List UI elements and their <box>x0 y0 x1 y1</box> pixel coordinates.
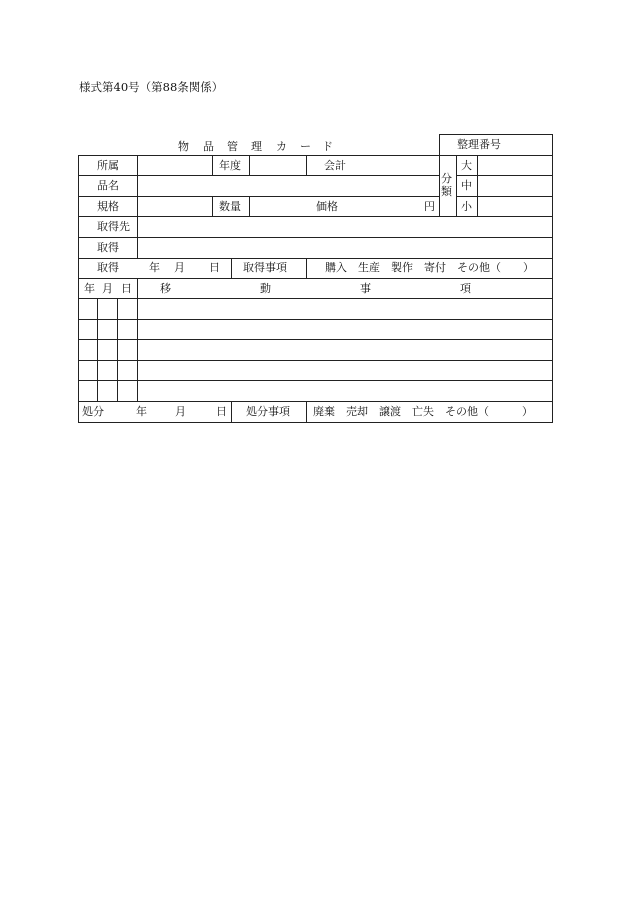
shobun-hi: 日 <box>216 405 227 418</box>
shutoku-options: 購入 生産 製作 寄付 その他（ ） <box>325 261 534 274</box>
bunrui-label-1: 分 <box>441 172 452 185</box>
nendo-label: 年度 <box>219 159 241 172</box>
grid-line <box>78 155 79 422</box>
shutoku-hi: 日 <box>209 261 220 274</box>
grid-line <box>477 155 478 216</box>
kaikei-label: 会計 <box>324 159 346 172</box>
grid-line <box>456 196 552 197</box>
bunrui-dai: 大 <box>461 159 472 172</box>
card-title-char: 管 <box>227 140 238 153</box>
shobun-nen: 年 <box>136 405 147 418</box>
seiri-bango-label: 整理番号 <box>457 138 501 151</box>
history-day-label: 日 <box>121 282 132 295</box>
en-label: 円 <box>424 200 435 213</box>
grid-line <box>456 155 457 216</box>
history-month-label: 月 <box>102 282 113 295</box>
card-title-char: ー <box>300 140 311 153</box>
shutoku-jiko-label: 取得事項 <box>243 261 287 274</box>
grid-line <box>97 298 98 401</box>
card-title-char: 品 <box>203 140 214 153</box>
grid-line <box>306 401 307 422</box>
grid-line <box>439 134 552 135</box>
shutoku-date-label: 取得 <box>97 261 119 274</box>
suryo-label: 数量 <box>219 200 241 213</box>
grid-line <box>78 380 552 381</box>
grid-line <box>78 278 552 279</box>
grid-line <box>306 258 307 278</box>
grid-line <box>249 196 250 216</box>
shutoku-nen: 年 <box>149 261 160 274</box>
kakaku-label: 価格 <box>316 200 338 213</box>
ido-jiko-char: 移 <box>160 282 171 295</box>
grid-line <box>78 216 552 217</box>
card-title-char: 物 <box>178 140 189 153</box>
kikaku-label: 規格 <box>97 200 119 213</box>
shutoku-tsuki: 月 <box>174 261 185 274</box>
grid-line <box>78 237 552 238</box>
bunrui-label-2: 類 <box>441 185 452 198</box>
grid-line <box>137 155 138 258</box>
shobun-options: 廃棄 売却 譲渡 亡失 その他（ ） <box>313 405 533 418</box>
shobun-label: 処分 <box>82 405 104 418</box>
ido-jiko-char: 事 <box>360 282 371 295</box>
grid-line <box>78 298 552 299</box>
shutokusaki-label: 取得先 <box>97 220 130 233</box>
grid-line <box>78 155 552 156</box>
card-title-char: 理 <box>251 140 262 153</box>
grid-line <box>439 134 440 216</box>
shutoku-label: 取得 <box>97 241 119 254</box>
hinmei-label: 品名 <box>97 179 119 192</box>
grid-line <box>78 175 439 176</box>
card-title-char: カ <box>276 140 287 153</box>
grid-line <box>212 155 213 175</box>
grid-line <box>78 401 552 402</box>
grid-line <box>117 298 118 401</box>
shobun-tsuki: 月 <box>175 405 186 418</box>
history-year-label: 年 <box>84 282 95 295</box>
grid-line <box>137 278 138 401</box>
grid-line <box>306 155 307 175</box>
grid-line <box>231 258 232 278</box>
grid-line <box>552 134 553 423</box>
shobun-jiko-label: 処分事項 <box>246 405 290 418</box>
card-title-char: ド <box>322 140 333 153</box>
form-number: 様式第40号（第88条関係） <box>79 80 224 94</box>
grid-line <box>456 175 552 176</box>
ido-jiko-char: 動 <box>260 282 271 295</box>
grid-line <box>212 196 213 216</box>
grid-line <box>231 401 232 422</box>
bunrui-chu: 中 <box>461 179 472 192</box>
grid-line <box>78 339 552 340</box>
grid-line <box>78 196 439 197</box>
ido-jiko-char: 項 <box>460 282 471 295</box>
shozoku-label: 所属 <box>97 159 119 172</box>
grid-line <box>78 319 552 320</box>
grid-line <box>249 155 250 175</box>
grid-line <box>78 258 552 259</box>
grid-line <box>78 360 552 361</box>
grid-line <box>78 422 552 423</box>
bunrui-sho: 小 <box>461 200 472 213</box>
